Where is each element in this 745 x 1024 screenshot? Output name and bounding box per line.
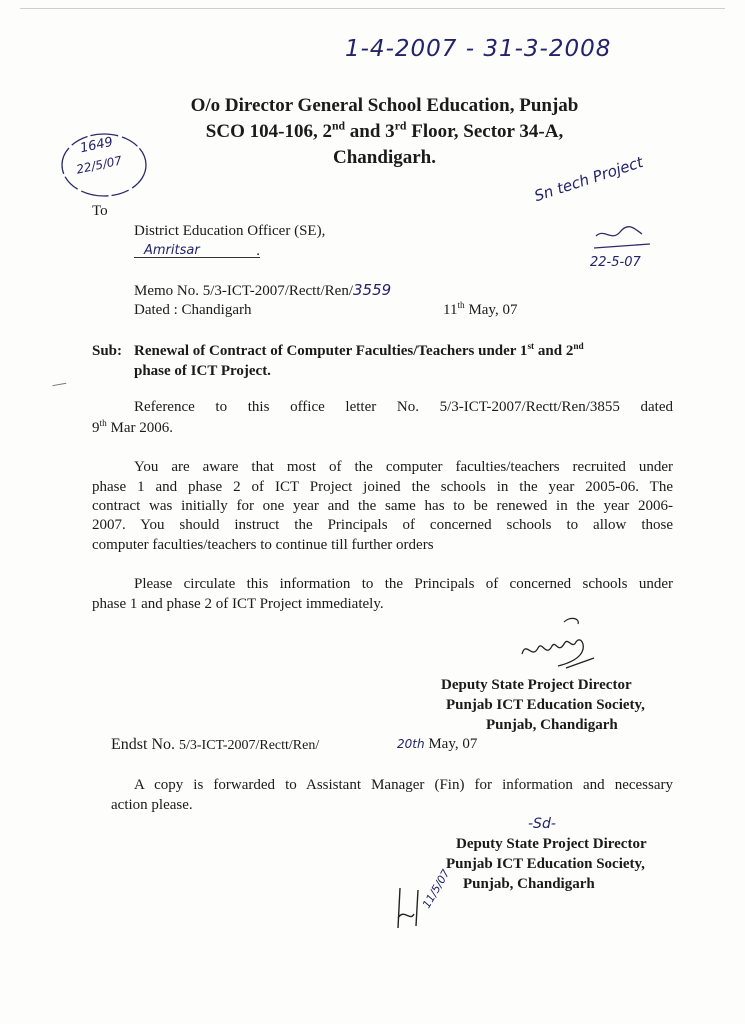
address-part-3: Floor, Sector 34-A, [406, 121, 564, 142]
margin-tick [52, 379, 67, 386]
memo-date-day: 11 [443, 302, 458, 318]
endorsement-date-rest: May, 07 [424, 736, 478, 752]
memo-number-label: Memo No. 5/3-ICT-2007/Rectt/Ren/ [134, 283, 354, 299]
margin-note: Sn tech Project [532, 152, 646, 206]
para1-line-5: computer faculties/teachers to continue till further orders [92, 537, 434, 553]
subject-line-1 [134, 341, 584, 361]
reference-day: 9 [92, 420, 100, 436]
sig1-society: Punjab ICT Education Society, [446, 697, 645, 713]
subject-label: Sub: [92, 343, 123, 359]
diary-date: 22/5/07 [75, 153, 124, 177]
memo-date-sup: th [457, 301, 465, 311]
endorsement-day-handwritten: 20th [397, 737, 425, 751]
para2-line-2: phase 1 and phase 2 of ICT Project immediately. [92, 596, 384, 612]
copy-line-2: action please. [111, 797, 193, 813]
endorsement-label: Endst No. [111, 736, 175, 753]
handwritten-period: 1-4-2007 - 31-3-2008 [345, 36, 612, 62]
subject-part-2: and 2 [534, 343, 574, 359]
para1-line-1: You are aware that most of the computer faculties/teachers recruited under [134, 459, 673, 475]
para1-line-2: phase 1 and phase 2 of ICT Project joined the schools in the year 2005-06. The [92, 479, 673, 495]
para2-line-1: Please circulate this information to the Principals of concerned schools under [134, 576, 673, 592]
reference-rest: Mar 2006. [106, 420, 173, 436]
margin-date: 22-5-07 [590, 255, 641, 270]
addressee-name: Amritsar [144, 243, 200, 258]
sd-mark: -Sd- [528, 816, 556, 832]
reference-line-2 [92, 418, 173, 438]
memo-number-handwritten: 3559 [353, 281, 392, 299]
endorsement-line [111, 735, 319, 756]
reference-line-1: Reference to this office letter No. 5/3-ICT-2007/Rectt/Ren/3855 dated [134, 399, 673, 415]
diary-number: 1649 [78, 134, 115, 157]
copy-line-1: A copy is forwarded to Assistant Manager (Fin) for information and necessary [134, 777, 673, 793]
office-city: Chandigarh. [333, 147, 436, 168]
sig2-society: Punjab ICT Education Society, [446, 856, 645, 872]
dated-label: Dated : Chandigarh [134, 302, 252, 318]
subject-part-1: Renewal of Contract of Computer Faculties/Teachers under 1 [134, 343, 528, 359]
signature-1 [508, 614, 598, 678]
addressee-name-suffix: . [256, 243, 260, 259]
office-name: O/o Director General School Education, Punjab [190, 95, 579, 116]
to-label: To [92, 203, 108, 219]
address-part-1: SCO 104-106, 2 [205, 121, 332, 142]
page-top-rule [20, 8, 725, 9]
address-sup-1: nd [331, 119, 346, 133]
sig1-designation: Deputy State Project Director [441, 677, 632, 693]
reference-sup: th [99, 419, 107, 429]
bottom-initials [392, 867, 462, 934]
subject-line-2: phase of ICT Project. [134, 363, 271, 379]
address-sup-2: rd [394, 119, 407, 133]
office-address [0, 120, 745, 144]
memo-date-rest: May, 07 [464, 302, 518, 318]
para1-line-4: 2007. You should instruct the Principals of concerned schools to allow those [92, 517, 673, 533]
address-part-2: and 3 [345, 121, 395, 142]
sig2-location: Punjab, Chandigarh [463, 876, 595, 892]
para1-line-3: contract was initially for one year and the same has to be renewed in the year 2006- [92, 498, 673, 514]
memo-line [134, 280, 391, 301]
bottom-initials-date: 11/5/07 [420, 867, 453, 911]
subject-sup-1: st [527, 342, 535, 352]
addressee-name-line [134, 241, 260, 261]
subject-sup-2: nd [573, 342, 584, 352]
addressee: District Education Officer (SE), [134, 223, 326, 239]
memo-date [443, 300, 517, 320]
endorsement-number: 5/3-ICT-2007/Rectt/Ren/ [179, 738, 320, 753]
endorsement-date [397, 734, 477, 755]
sig2-designation: Deputy State Project Director [456, 836, 647, 852]
sig1-location: Punjab, Chandigarh [486, 717, 618, 733]
signature-1-scribble [508, 614, 598, 678]
